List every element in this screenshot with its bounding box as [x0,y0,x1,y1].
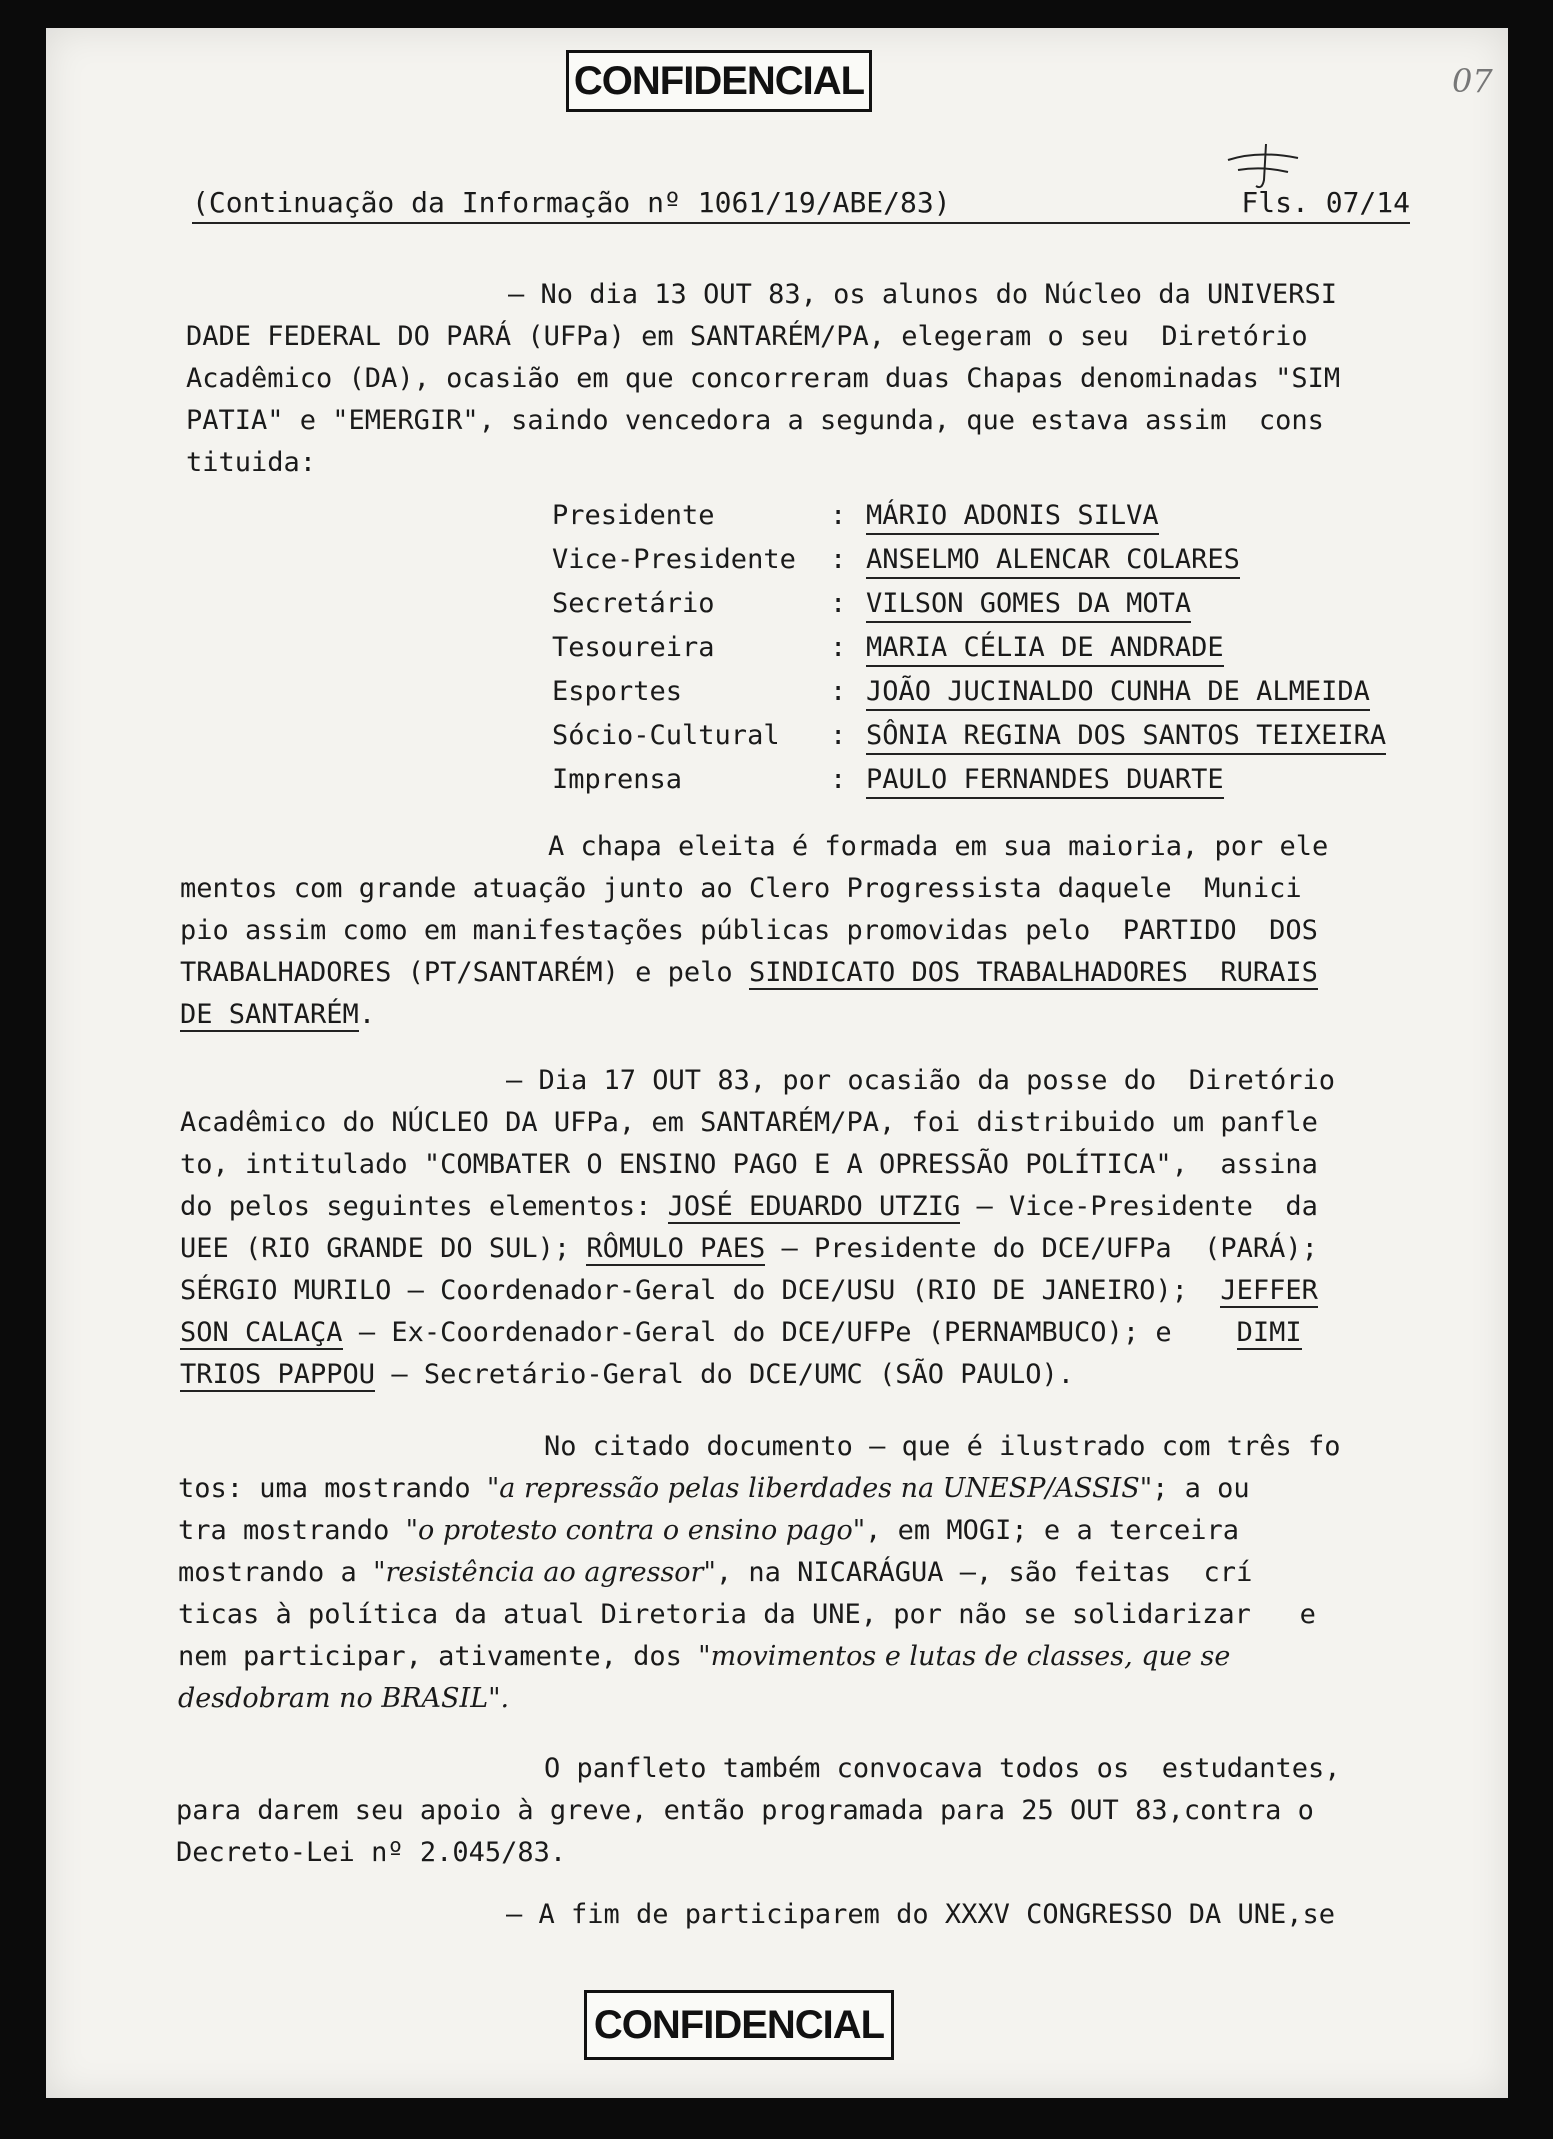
underlined-name: JEFFER [1220,1275,1318,1306]
text-span: ; a ou [1152,1473,1250,1504]
text-span: tra mostrando [178,1515,406,1546]
text-span: SÉRGIO MURILO — Coordenador-Geral do DCE/USU (RIO DE JANEIRO); [180,1275,1221,1306]
officer-role: Vice-Presidente [552,544,796,575]
text-span: — Presidente do DCE/UFPa (PARÁ); [765,1233,1318,1264]
para6-line1: — A fim de participarem do XXXV CONGRESSO DA UNE,se [506,1899,1336,1930]
para1-line1: — No dia 13 OUT 83, os alunos do Núcleo da UNIVERSI [508,279,1338,310]
para4-line7 [178,1682,509,1716]
text-span: , na NICARÁGUA —, são feitas crí [715,1557,1253,1588]
underlined-name: SON CALAÇA [180,1317,343,1348]
officer-row: Imprensa : PAULO FERNANDES DUARTE [552,764,1386,808]
para3-line7 [180,1316,1302,1350]
text-span: mostrando a [178,1557,374,1588]
officer-name: PAULO FERNANDES DUARTE [866,764,1224,799]
italic-quote: "resistência ao agressor" [373,1557,716,1588]
officer-name: JOÃO JUCINALDO CUNHA DE ALMEIDA [866,676,1370,711]
underlined-org: SINDICATO DOS TRABALHADORES RURAIS [748,957,1318,988]
italic-quote: "movimentos e lutas de classes, que se [698,1641,1231,1672]
para3-line6 [180,1274,1318,1308]
officer-name: VILSON GOMES DA MOTA [866,588,1191,623]
folio-number: Fls. 07/14 [1241,186,1410,219]
para4-line3 [178,1514,1239,1548]
para3-line2: Acadêmico do NÚCLEO DA UFPa, em SANTARÉM/PA, foi distribuido um panfle [180,1107,1318,1138]
para1-line3: Acadêmico (DA), ocasião em que concorreram duas Chapas denominadas "SIM [186,363,1341,394]
para5-line1: O panfleto também convocava todos os estudantes, [544,1753,1341,1784]
text-span: tos: uma mostrando [178,1473,487,1504]
underlined-name: RÔMULO PAES [586,1233,766,1264]
para3-line8 [180,1358,1074,1392]
text-span: — Secretário-Geral do DCE/UMC (SÃO PAULO). [375,1359,1075,1390]
text-span: — Ex-Coordenador-Geral do DCE/UFPe (PERNAMBUCO); e [342,1317,1237,1348]
para3-line3: to, intitulado "COMBATER O ENSINO PAGO E A OPRESSÃO POLÍTICA", assina [180,1149,1318,1180]
underlined-name: DIMI [1236,1317,1302,1348]
para3-line4 [180,1190,1318,1224]
para1-line4: PATIA" e "EMERGIR", saindo vencedora a segunda, que estava assim cons [186,405,1324,436]
officer-role: Presidente [552,500,715,531]
officer-role: Tesoureira [552,632,715,663]
italic-quote: "o protesto contra o ensino pago" [405,1515,866,1546]
para2-line1: A chapa eleita é formada em sua maioria, por ele [548,831,1329,862]
officer-row: Tesoureira : MARIA CÉLIA DE ANDRADE [552,632,1386,676]
italic-quote: desdobram no BRASIL". [178,1683,510,1714]
text-span: UEE (RIO GRANDE DO SUL); [180,1233,587,1264]
document-header [192,182,1410,224]
officer-row: Presidente : MÁRIO ADONIS SILVA [552,500,1386,544]
para4-line4 [178,1556,1252,1590]
officer-role: Sócio-Cultural [552,720,780,751]
text-span: TRABALHADORES (PT/SANTARÉM) e pelo [180,957,749,988]
italic-quote: "a repressão pelas liberdades na UNESP/ASSIS" [486,1473,1153,1504]
para1-line2: DADE FEDERAL DO PARÁ (UFPa) em SANTARÉM/PA, elegeram o seu Diretório [186,321,1308,352]
page-number-handwritten: 07 [1452,62,1493,100]
text-span: do pelos seguintes elementos: [180,1191,668,1222]
para1-line5: tituida: [186,447,317,478]
officer-name: MARIA CÉLIA DE ANDRADE [866,632,1224,667]
officer-row: Sócio-Cultural : SÔNIA REGINA DOS SANTOS TEIXEIRA [552,720,1386,764]
para4-line1: No citado documento — que é ilustrado com três fo [544,1431,1341,1462]
para4-line2 [178,1472,1250,1506]
para2-line5 [180,998,375,1032]
officer-name: ANSELMO ALENCAR COLARES [866,544,1240,579]
officer-name: SÔNIA REGINA DOS SANTOS TEIXEIRA [866,720,1386,755]
underlined-name: TRIOS PAPPOU [180,1359,376,1390]
para3-line5 [180,1232,1318,1266]
confidential-stamp-bottom: CONFIDENCIAL [584,1990,894,2060]
underlined-name: JOSÉ EDUARDO UTZIG [667,1191,961,1222]
officer-role: Esportes [552,676,683,707]
officer-row: Esportes : JOÃO JUCINALDO CUNHA DE ALMEIDA [552,676,1386,720]
officers-list [552,500,1386,808]
text-span: nem participar, ativamente, dos [178,1641,699,1672]
text-span: , em MOGI; e a terceira [865,1515,1239,1546]
officer-role: Secretário [552,588,715,619]
text-span: . [358,999,376,1030]
para2-line2: mentos com grande atuação junto ao Clero Progressista daquele Munici [180,873,1302,904]
report-reference: (Continuação da Informação nº 1061/19/ABE/83) [192,186,951,219]
officer-row: Vice-Presidente : ANSELMO ALENCAR COLARES [552,544,1386,588]
para5-line3: Decreto-Lei nº 2.045/83. [176,1837,567,1868]
underlined-org: DE SANTARÉM [180,999,359,1030]
officer-role: Imprensa [552,764,683,795]
officer-row: Secretário : VILSON GOMES DA MOTA [552,588,1386,632]
confidential-stamp-top: CONFIDENCIAL [566,50,872,112]
para2-line3: pio assim como em manifestações públicas promovidas pelo PARTIDO DOS [180,915,1318,946]
text-span: — Vice-Presidente da [960,1191,1318,1222]
para4-line5: ticas à política da atual Diretoria da UNE, por não se solidarizar e [178,1599,1316,1630]
para4-line6 [178,1640,1230,1674]
para5-line2: para darem seu apoio à greve, então programada para 25 OUT 83,contra o [176,1795,1314,1826]
officer-name: MÁRIO ADONIS SILVA [866,500,1159,535]
para2-line4 [180,956,1318,990]
para3-line1: — Dia 17 OUT 83, por ocasião da posse do Diretório [506,1065,1336,1096]
